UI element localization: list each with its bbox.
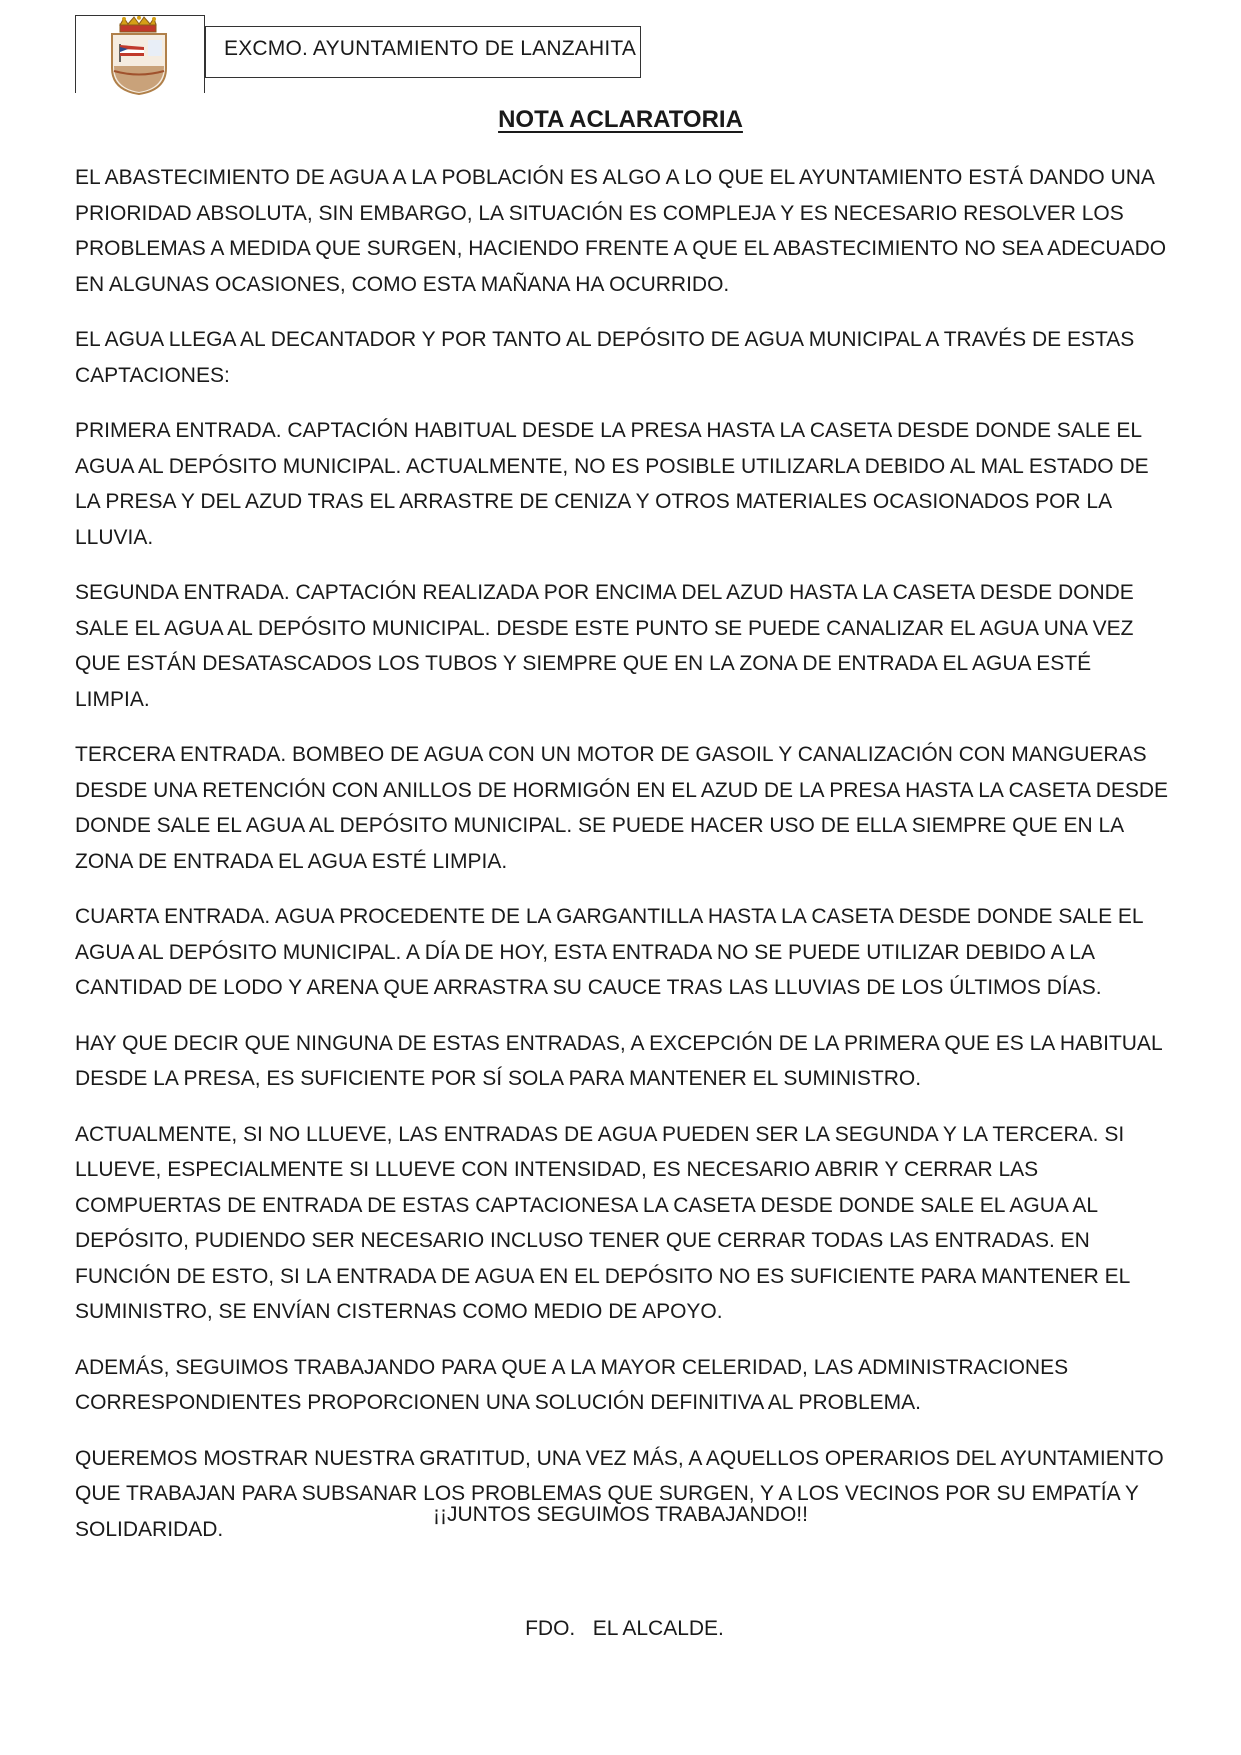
closing-slogan: ¡¡JUNTOS SEGUIMOS TRABAJANDO!! bbox=[433, 1503, 808, 1526]
coat-of-arms-icon bbox=[98, 16, 180, 96]
document-title: NOTA ACLARATORIA bbox=[498, 106, 743, 133]
paragraph: PRIMERA ENTRADA. CAPTACIÓN HABITUAL DESDE LA PRESA HASTA LA CASETA DESDE DONDE SALE EL AGUA AL DEPÓSITO MUNICIPAL. ACTUALMENTE, NO ES POSIBLE UTILIZARLA DEBIDO AL MAL ESTADO DE LA PRESA Y DEL AZUD TRAS EL ARRASTRE DE CENIZA Y OTROS MATERIALES OCASIONADOS POR LA LLUVIA. bbox=[75, 419, 1149, 549]
paragraph: ADEMÁS, SEGUIMOS TRABAJANDO PARA QUE A LA MAYOR CELERIDAD, LAS ADMINISTRACIONES CORRESPONDIENTES PROPORCIONEN UNA SOLUCIÓN DEFINITIVA AL PROBLEMA. bbox=[75, 1355, 1069, 1414]
paragraph: QUEREMOS MOSTRAR NUESTRA GRATITUD, UNA VEZ MÁS, A AQUELLOS OPERARIOS DEL AYUNTAMIENTO QUE TRABAJAN PARA SUBSANAR LOS PROBLEMAS QUE SURGEN, Y A LOS VECINOS POR SU EMPATÍA Y SOLIDARIDAD. bbox=[75, 1446, 1164, 1541]
signature-line: FDO. EL ALCALDE. bbox=[525, 1617, 724, 1640]
organization-header bbox=[205, 26, 641, 78]
paragraph: TERCERA ENTRADA. BOMBEO DE AGUA CON UN MOTOR DE GASOIL Y CANALIZACIÓN CON MANGUERAS DESDE UNA RETENCIÓN CON ANILLOS DE HORMIGÓN EN EL AZUD DE LA PRESA HASTA LA CASETA DESDE DONDE SALE EL AGUA AL DEPÓSITO MUNICIPAL. SE PUEDE HACER USO DE ELLA SIEMPRE QUE EN LA ZONA DE ENTRADA EL AGUA ESTÉ LIMPIA. bbox=[75, 743, 1169, 873]
paragraph: SEGUNDA ENTRADA. CAPTACIÓN REALIZADA POR ENCIMA DEL AZUD HASTA LA CASETA DESDE DONDE SALE EL AGUA AL DEPÓSITO MUNICIPAL. DESDE ESTE PUNTO SE PUEDE CANALIZAR EL AGUA UNA VEZ QUE ESTÁN DESATASCADOS LOS TUBOS Y SIEMPRE QUE EN LA ZONA DE ENTRADA EL AGUA ESTÉ LIMPIA. bbox=[75, 581, 1134, 711]
paragraph: EL ABASTECIMIENTO DE AGUA A LA POBLACIÓN ES ALGO A LO QUE EL AYUNTAMIENTO ESTÁ DANDO UNA PRIORIDAD ABSOLUTA, SIN EMBARGO, LA SITUACIÓN ES COMPLEJA Y ES NECESARIO RESOLVER LOS PROBLEMAS A MEDIDA QUE SURGEN, HACIENDO FRENTE A QUE EL ABASTECIMIENTO NO SEA ADECUADO EN ALGUNAS OCASIONES, COMO ESTA MAÑANA HA OCURRIDO. bbox=[75, 166, 1167, 296]
paragraph: ACTUALMENTE, SI NO LLUEVE, LAS ENTRADAS DE AGUA PUEDEN SER LA SEGUNDA Y LA TERCERA. SI LLUEVE, ESPECIALMENTE SI LLUEVE CON INTENSIDAD, ES NECESARIO ABRIR Y CERRAR LAS COMPUERTAS DE ENTRADA DE ESTAS CAPTACIONESA LA CASETA DESDE DONDE SALE EL AGUA AL DEPÓSITO, PUDIENDO SER NECESARIO INCLUSO TENER QUE CERRAR TODAS LAS ENTRADAS. EN FUNCIÓN DE ESTO, SI LA ENTRADA DE AGUA EN EL DEPÓSITO NO ES SUFICIENTE PARA MANTENER EL SUMINISTRO, SE ENVÍAN CISTERNAS COMO MEDIO DE APOYO. bbox=[75, 1122, 1130, 1323]
paragraph: EL AGUA LLEGA AL DECANTADOR Y POR TANTO AL DEPÓSITO DE AGUA MUNICIPAL A TRAVÉS DE ESTAS CAPTACIONES: bbox=[75, 328, 1135, 387]
organization-name: EXCMO. AYUNTAMIENTO DE LANZAHITA bbox=[224, 37, 637, 60]
paragraph: CUARTA ENTRADA. AGUA PROCEDENTE DE LA GARGANTILLA HASTA LA CASETA DESDE DONDE SALE EL AGUA AL DEPÓSITO MUNICIPAL. A DÍA DE HOY, ESTA ENTRADA NO SE PUEDE UTILIZAR DEBIDO A LA CANTIDAD DE LODO Y ARENA QUE ARRASTRA SU CAUCE TRAS LAS LLUVIAS DE LOS ÚLTIMOS DÍAS. bbox=[75, 905, 1143, 999]
paragraph: HAY QUE DECIR QUE NINGUNA DE ESTAS ENTRADAS, A EXCEPCIÓN DE LA PRIMERA QUE ES LA HABITUAL DESDE LA PRESA, ES SUFICIENTE POR SÍ SOLA PARA MANTENER EL SUMINISTRO. bbox=[75, 1031, 1162, 1090]
document-body bbox=[75, 160, 1170, 1567]
header-logo-box bbox=[75, 15, 205, 93]
